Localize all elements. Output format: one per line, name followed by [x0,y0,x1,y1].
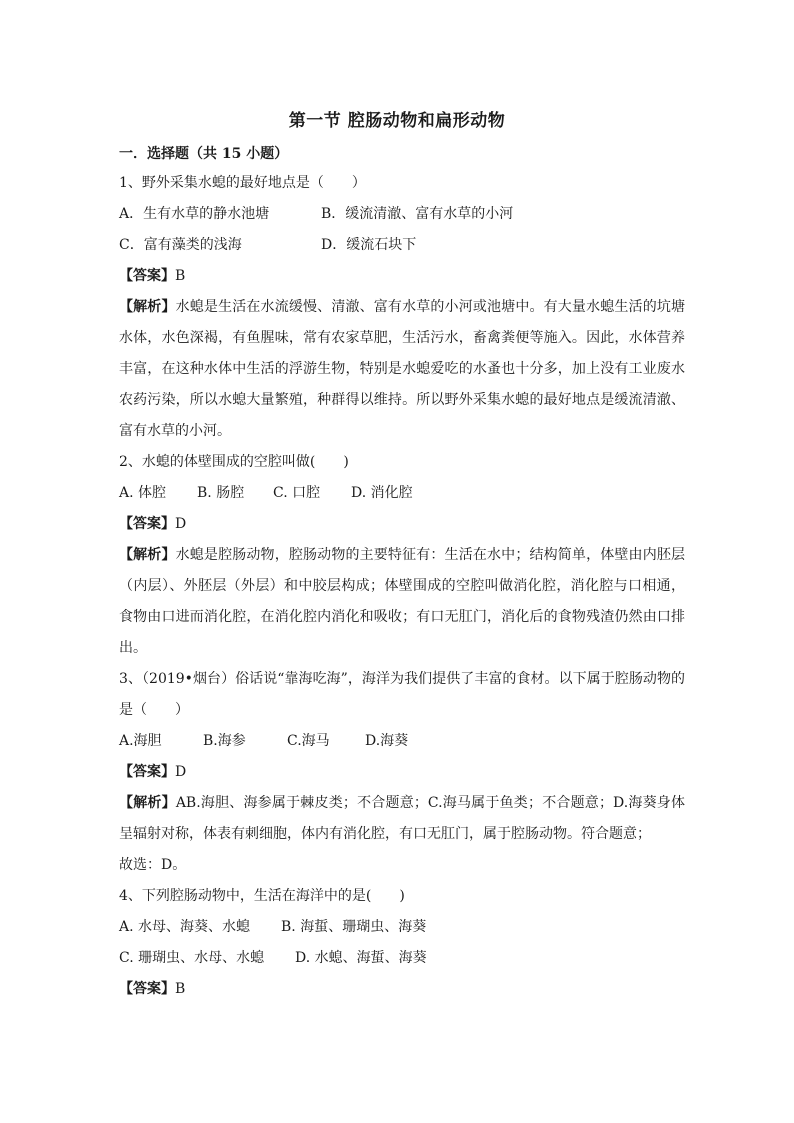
question-stem: 4、下列腔肠动物中，生活在海洋中的是( ) [119,888,405,904]
answer-line [119,509,685,540]
question-stem: 3、（2019•烟台）俗话说“靠海吃海”，海洋为我们提供了丰富的食材。以下属于腔肠动物的是（ ） [119,671,685,718]
conclusion-line: 故选：D。 [119,857,187,873]
option-a: A．生有水草的静水池塘 [119,206,270,222]
analysis-text: 水螅是生活在水流缓慢、清澈、富有水草的小河或池塘中。有大量水螅生活的坑塘水体，水色深褐，有鱼腥味，常有农家草肥，生活污水，畜禽粪便等施入。因此，水体营养丰富，在这种水体中生活的浮游生物，特别是水螅爱吃的水蚤也十分多，加上没有工业废水农药污染，所以水螅大量繁殖，种群得以维持。所以野外采集水螅的最好地点是缓流清澈、富有水草的小河。 [119,299,686,439]
analysis-paragraph [119,540,685,664]
option-b: B.海参 [203,733,246,749]
option-d: D．缓流石块下 [321,237,417,253]
analysis-label: 【解析】 [119,795,176,811]
answer-label: 【答案】 [119,268,175,284]
option-a: A.海胆 [119,733,162,749]
answer-line [119,261,685,292]
question-stem: 2、水螅的体壁围成的空腔叫做( ) [119,454,349,470]
option-b: B. 肠腔 [197,485,245,501]
section-heading: 一．选择题（共 15 小题） [119,146,289,162]
document-content [119,168,685,1005]
analysis-paragraph [119,788,685,850]
analysis-label: 【解析】 [119,547,176,563]
answer-label: 【答案】 [119,516,175,532]
option-a: A. 体腔 [119,485,167,501]
options-row [119,943,685,974]
analysis-label: 【解析】 [119,299,176,315]
option-a: A. 水母、海葵、水螅 [119,919,251,935]
option-c: C.海马 [287,733,330,749]
answer-line [119,974,685,1005]
answer-label: 【答案】 [119,764,175,780]
option-d: D.海葵 [365,733,409,749]
option-b: B. 海蜇、珊瑚虫、海葵 [281,919,427,935]
options-row [119,230,685,261]
answer-line [119,757,685,788]
option-c: C．富有藻类的浅海 [119,237,242,253]
page-title: 第一节 腔肠动物和扁形动物 [288,111,506,131]
option-c: C. 珊瑚虫、水母、水螅 [119,950,265,966]
options-row [119,912,685,943]
answer-value: B [175,268,186,284]
answer-value: D [175,764,187,780]
option-d: D. 消化腔 [351,485,413,501]
option-c: C. 口腔 [273,485,321,501]
options-row [119,199,685,230]
analysis-text: 水螅是腔肠动物，腔肠动物的主要特征有：生活在水中；结构简单，体壁由内胚层（内层）、外胚层（外层）和中胶层构成；体壁围成的空腔叫做消化腔，消化腔与口相通，食物由口进而消化腔，在消化腔内消化和吸收；有口无肛门，消化后的食物残渣仍然由口排出。 [119,547,686,656]
answer-value: B [175,981,186,997]
analysis-paragraph [119,292,685,447]
options-row [119,478,685,509]
analysis-text: AB.海胆、海参属于棘皮类；不合题意；C.海马属于鱼类；不合题意；D.海葵身体呈辐射对称，体表有刺细胞，体内有消化腔，有口无肛门，属于腔肠动物。符合题意； [119,795,685,842]
options-row [119,726,685,757]
option-d: D. 水螅、海蜇、海葵 [295,950,427,966]
question-stem: 1、野外采集水螅的最好地点是（ ） [119,175,366,191]
answer-value: D [175,516,187,532]
answer-label: 【答案】 [119,981,175,997]
option-b: B．缓流清澈、富有水草的小河 [321,206,514,222]
